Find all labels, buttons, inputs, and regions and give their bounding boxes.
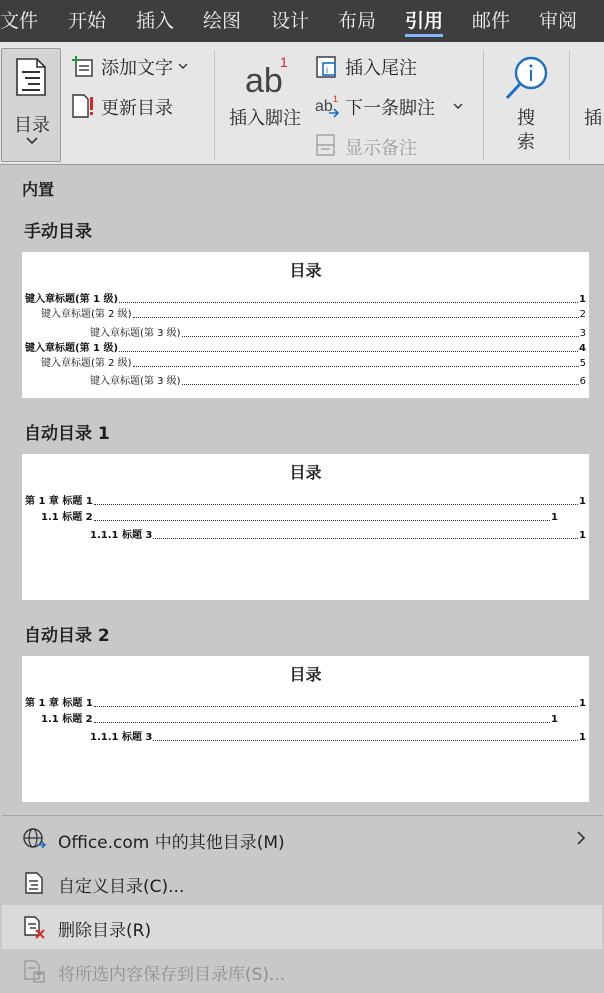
menu-bar [0,0,604,42]
insert-footnote-button[interactable]: 插入脚注 [229,108,301,129]
toc-entry: 第 1 章 标题 1 1 [25,698,586,709]
insert-endnote-button[interactable]: 插入尾注 [345,58,417,79]
toc-icon [14,57,48,97]
search-icon [503,54,551,102]
save-toc-icon [22,959,46,983]
remove-toc-icon [22,915,46,939]
endnote-icon [315,55,339,79]
add-text-icon [71,55,95,79]
tab-insert[interactable]: 插入 [136,10,175,32]
menu-separator [2,815,602,816]
ribbon-separator [483,50,484,160]
menu-item-label: Office.com 中的其他目录(M) [58,833,285,853]
gallery-title-manual: 手动目录 [24,222,92,242]
tab-draw[interactable]: 绘图 [203,10,242,32]
toc-entry: 1.1.1 标题 3 1 [90,732,586,743]
menu-item-label: 删除目录(R) [58,921,152,941]
preview-title: 目录 [289,463,322,482]
toc-label: 目录 [14,115,50,136]
tab-review[interactable]: 审阅 [539,10,578,32]
menu-item-label: 自定义目录(C)... [58,877,185,897]
update-toc-button[interactable]: 更新目录 [101,98,173,119]
toc-entry: 键入章标题(第 1 级) 1 [25,294,586,305]
toc-entry: 第 1 章 标题 1 1 [25,496,586,507]
menu-item-remove-toc[interactable] [2,905,602,949]
toc-entry: 键入章标题(第 1 级) 4 [25,343,586,354]
chevron-right-icon [572,829,590,847]
custom-toc-icon [22,871,46,895]
gallery-title-auto-1: 自动目录 1 [24,424,110,444]
svg-text:1: 1 [280,54,288,70]
gallery-preview-auto-1[interactable] [22,454,589,600]
ribbon-separator [214,50,215,160]
tab-mailings[interactable]: 邮件 [472,10,511,32]
menu-item-office-toc[interactable] [2,817,602,861]
toc-entry: 键入章标题(第 2 级) 2 [41,309,586,320]
tab-home[interactable]: 开始 [68,10,107,32]
search-label-2[interactable]: 索 [517,132,535,153]
svg-text:ab: ab [245,62,283,96]
toc-dropdown [0,164,604,991]
ribbon [0,42,604,164]
menu-item-save-toc[interactable] [2,949,602,993]
gallery-title-auto-2: 自动目录 2 [24,626,110,646]
toc-entry: 键入章标题(第 2 级) 5 [41,358,586,369]
update-toc-icon [71,93,95,119]
menu-item-label: 将所选内容保存到目录库(S)... [58,965,286,985]
tab-file[interactable]: 文件 [0,10,39,32]
toc-entry: 键入章标题(第 3 级) 3 [90,328,586,339]
svg-text:ab: ab [315,98,333,115]
tab-design[interactable]: 设计 [271,10,310,32]
globe-icon [22,827,46,851]
toc-entry: 1.1 标题 2 1 [41,512,558,523]
insert-partial-button[interactable]: 插 [584,108,602,129]
search-label-1[interactable]: 搜 [517,108,535,129]
next-footnote-button[interactable]: 下一条脚注 [345,98,435,119]
chevron-down-icon [26,137,38,145]
preview-title: 目录 [289,665,322,684]
menu-item-custom-toc[interactable] [2,861,602,905]
gallery-preview-auto-2[interactable] [22,656,589,802]
ribbon-separator [569,50,570,160]
tab-layout[interactable]: 布局 [338,10,377,32]
svg-text:1: 1 [333,94,339,104]
add-text-button[interactable]: 添加文字 [101,58,173,79]
next-footnote-icon [315,93,341,119]
preview-title: 目录 [289,261,322,280]
toc-entry: 键入章标题(第 3 级) 6 [90,376,586,387]
show-notes-icon [315,133,337,157]
tab-references[interactable]: 引用 [405,0,443,42]
toc-entry: 1.1 标题 2 1 [41,714,558,725]
svg-text:i: i [326,65,328,75]
toc-entry: 1.1.1 标题 3 1 [90,530,586,541]
toc-button[interactable] [1,48,61,162]
section-heading: 内置 [22,180,55,199]
chevron-down-icon [453,103,463,110]
chevron-down-icon [178,63,188,70]
footnote-icon [244,52,290,96]
show-notes-button[interactable]: 显示备注 [345,138,417,159]
gallery-preview-manual[interactable] [22,252,589,398]
